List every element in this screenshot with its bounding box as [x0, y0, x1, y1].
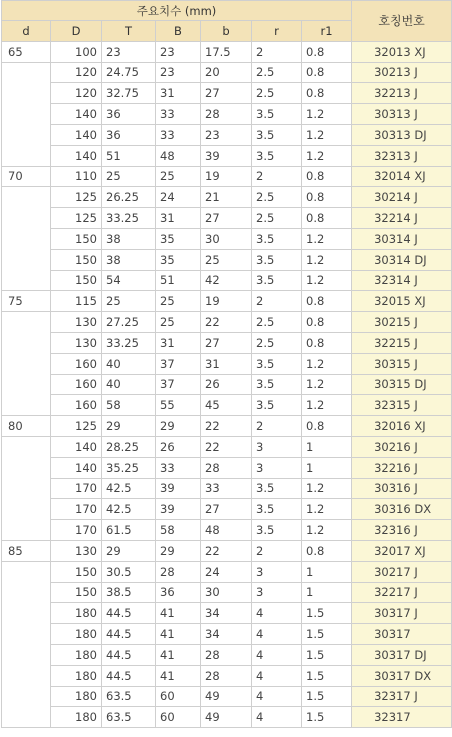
cell-B: 39 — [156, 478, 201, 499]
cell-r1: 1.5 — [302, 686, 352, 707]
cell-r1: 0.8 — [302, 83, 352, 104]
table-row — [2, 457, 452, 478]
cell-B: 41 — [156, 665, 201, 686]
cell-B: 26 — [156, 436, 201, 457]
table-row — [2, 624, 452, 645]
cell-r1: 1.2 — [302, 499, 352, 520]
designation-cell: 32317 — [352, 707, 452, 728]
cell-r: 2.5 — [252, 187, 302, 208]
cell-B: 29 — [156, 540, 201, 561]
cell-T: 36 — [102, 104, 156, 125]
table-header — [2, 1, 452, 42]
table-row — [2, 228, 452, 249]
cell-T: 44.5 — [102, 624, 156, 645]
table-row — [2, 83, 452, 104]
cell-r: 3.5 — [252, 228, 302, 249]
cell-b: 28 — [201, 665, 252, 686]
designation-cell: 32013 XJ — [352, 41, 452, 62]
cell-r1: 1.5 — [302, 707, 352, 728]
designation-cell: 30313 J — [352, 104, 452, 125]
table-row — [2, 187, 452, 208]
cell-r1: 1.2 — [302, 520, 352, 541]
designation-cell: 30314 J — [352, 228, 452, 249]
cell-b: 28 — [201, 457, 252, 478]
cell-D: 130 — [51, 332, 102, 353]
cell-B: 51 — [156, 270, 201, 291]
cell-D: 140 — [51, 457, 102, 478]
cell-b: 33 — [201, 478, 252, 499]
cell-D: 170 — [51, 499, 102, 520]
cell-T: 28.25 — [102, 436, 156, 457]
cell-B: 31 — [156, 332, 201, 353]
cell-D: 100 — [51, 41, 102, 62]
cell-B: 39 — [156, 499, 201, 520]
cell-T: 33.25 — [102, 208, 156, 229]
cell-r1: 1.2 — [302, 270, 352, 291]
cell-T: 33.25 — [102, 332, 156, 353]
designation-cell: 30317 DJ — [352, 644, 452, 665]
designation-cell: 32317 J — [352, 686, 452, 707]
cell-b: 24 — [201, 561, 252, 582]
cell-T: 29 — [102, 540, 156, 561]
cell-r1: 0.8 — [302, 291, 352, 312]
cell-D: 150 — [51, 249, 102, 270]
cell-r1: 0.8 — [302, 62, 352, 83]
designation-cell: 32316 J — [352, 520, 452, 541]
bore-diameter-cell: 75 — [2, 291, 51, 312]
cell-B: 60 — [156, 686, 201, 707]
table-row — [2, 582, 452, 603]
cell-r: 4 — [252, 707, 302, 728]
cell-B: 60 — [156, 707, 201, 728]
table-row — [2, 707, 452, 728]
cell-b: 45 — [201, 395, 252, 416]
cell-r1: 1 — [302, 457, 352, 478]
cell-T: 35.25 — [102, 457, 156, 478]
designation-cell: 32315 J — [352, 395, 452, 416]
cell-r: 3.5 — [252, 499, 302, 520]
column-header-D: D — [51, 21, 102, 42]
table-row — [2, 41, 452, 62]
cell-D: 140 — [51, 145, 102, 166]
cell-D: 125 — [51, 416, 102, 437]
table-row — [2, 104, 452, 125]
designation-cell: 30214 J — [352, 187, 452, 208]
cell-B: 58 — [156, 520, 201, 541]
cell-B: 33 — [156, 104, 201, 125]
cell-b: 27 — [201, 499, 252, 520]
cell-T: 54 — [102, 270, 156, 291]
cell-T: 63.5 — [102, 686, 156, 707]
cell-T: 38 — [102, 249, 156, 270]
cell-B: 23 — [156, 62, 201, 83]
cell-D: 120 — [51, 62, 102, 83]
designation-cell: 30316 J — [352, 478, 452, 499]
cell-r: 2 — [252, 291, 302, 312]
cell-b: 48 — [201, 520, 252, 541]
designation-cell: 30215 J — [352, 312, 452, 333]
cell-D: 150 — [51, 228, 102, 249]
cell-r: 2.5 — [252, 312, 302, 333]
cell-D: 180 — [51, 603, 102, 624]
designation-cell: 32015 XJ — [352, 291, 452, 312]
main-dimensions-heading: 주요치수 (mm) — [2, 1, 352, 21]
cell-r: 2.5 — [252, 332, 302, 353]
bore-diameter-span-cell — [2, 436, 51, 540]
cell-T: 23 — [102, 41, 156, 62]
cell-r: 3.5 — [252, 104, 302, 125]
bore-diameter-cell: 85 — [2, 540, 51, 561]
designation-cell: 30313 DJ — [352, 124, 452, 145]
cell-D: 125 — [51, 187, 102, 208]
table-body — [2, 41, 452, 727]
cell-B: 41 — [156, 603, 201, 624]
cell-r1: 1.2 — [302, 145, 352, 166]
cell-b: 23 — [201, 124, 252, 145]
column-header-b: b — [201, 21, 252, 42]
cell-D: 180 — [51, 686, 102, 707]
designation-cell: 32213 J — [352, 83, 452, 104]
cell-r1: 0.8 — [302, 540, 352, 561]
table-row — [2, 665, 452, 686]
table-row — [2, 145, 452, 166]
cell-D: 120 — [51, 83, 102, 104]
cell-T: 44.5 — [102, 603, 156, 624]
designation-cell: 32016 XJ — [352, 416, 452, 437]
cell-r: 3.5 — [252, 374, 302, 395]
cell-T: 58 — [102, 395, 156, 416]
cell-r1: 1.2 — [302, 104, 352, 125]
cell-r1: 1.2 — [302, 228, 352, 249]
cell-r1: 1 — [302, 582, 352, 603]
cell-B: 48 — [156, 145, 201, 166]
cell-B: 25 — [156, 312, 201, 333]
cell-T: 24.75 — [102, 62, 156, 83]
designation-cell: 32014 XJ — [352, 166, 452, 187]
table-row — [2, 291, 452, 312]
cell-D: 150 — [51, 582, 102, 603]
cell-T: 44.5 — [102, 644, 156, 665]
cell-b: 21 — [201, 187, 252, 208]
cell-T: 29 — [102, 416, 156, 437]
cell-B: 28 — [156, 561, 201, 582]
cell-r: 3.5 — [252, 478, 302, 499]
cell-r: 3.5 — [252, 249, 302, 270]
cell-T: 40 — [102, 374, 156, 395]
cell-b: 25 — [201, 249, 252, 270]
table-row — [2, 395, 452, 416]
cell-T: 63.5 — [102, 707, 156, 728]
cell-T: 38 — [102, 228, 156, 249]
cell-r: 4 — [252, 624, 302, 645]
cell-r: 3 — [252, 582, 302, 603]
cell-T: 44.5 — [102, 665, 156, 686]
cell-T: 40 — [102, 353, 156, 374]
cell-r1: 0.8 — [302, 208, 352, 229]
table-row — [2, 208, 452, 229]
cell-T: 42.5 — [102, 499, 156, 520]
cell-T: 27.25 — [102, 312, 156, 333]
cell-r1: 1.5 — [302, 624, 352, 645]
column-header-d: d — [2, 21, 51, 42]
cell-D: 160 — [51, 374, 102, 395]
designation-cell: 32017 XJ — [352, 540, 452, 561]
bore-diameter-cell: 80 — [2, 416, 51, 437]
cell-r: 4 — [252, 665, 302, 686]
designation-cell: 30315 DJ — [352, 374, 452, 395]
cell-b: 28 — [201, 104, 252, 125]
cell-D: 140 — [51, 436, 102, 457]
bearing-dimensions-table — [1, 0, 452, 728]
cell-r: 3.5 — [252, 353, 302, 374]
cell-T: 61.5 — [102, 520, 156, 541]
cell-b: 42 — [201, 270, 252, 291]
cell-r1: 0.8 — [302, 416, 352, 437]
cell-r: 4 — [252, 686, 302, 707]
table-row — [2, 312, 452, 333]
cell-B: 41 — [156, 624, 201, 645]
cell-B: 24 — [156, 187, 201, 208]
cell-r: 3 — [252, 457, 302, 478]
bore-diameter-span-cell — [2, 62, 51, 166]
table-row — [2, 249, 452, 270]
cell-T: 26.25 — [102, 187, 156, 208]
cell-b: 26 — [201, 374, 252, 395]
cell-T: 42.5 — [102, 478, 156, 499]
table-row — [2, 478, 452, 499]
cell-r1: 1.2 — [302, 374, 352, 395]
cell-D: 170 — [51, 520, 102, 541]
cell-r1: 1.2 — [302, 124, 352, 145]
cell-T: 25 — [102, 166, 156, 187]
cell-B: 41 — [156, 644, 201, 665]
cell-B: 25 — [156, 291, 201, 312]
cell-r: 3 — [252, 561, 302, 582]
cell-T: 30.5 — [102, 561, 156, 582]
table-row — [2, 374, 452, 395]
cell-r1: 1.5 — [302, 665, 352, 686]
cell-D: 140 — [51, 104, 102, 125]
cell-r1: 1.2 — [302, 478, 352, 499]
designation-cell: 32216 J — [352, 457, 452, 478]
table-row — [2, 603, 452, 624]
cell-b: 22 — [201, 436, 252, 457]
cell-r: 4 — [252, 603, 302, 624]
cell-b: 22 — [201, 540, 252, 561]
cell-T: 36 — [102, 124, 156, 145]
cell-r: 2 — [252, 540, 302, 561]
table-row — [2, 436, 452, 457]
cell-D: 110 — [51, 166, 102, 187]
cell-b: 22 — [201, 312, 252, 333]
table-row — [2, 561, 452, 582]
column-header-r1: r1 — [302, 21, 352, 42]
cell-B: 36 — [156, 582, 201, 603]
cell-r: 2.5 — [252, 62, 302, 83]
cell-r1: 1.2 — [302, 395, 352, 416]
cell-r: 3.5 — [252, 395, 302, 416]
table-row — [2, 499, 452, 520]
cell-b: 19 — [201, 291, 252, 312]
designation-cell: 30216 J — [352, 436, 452, 457]
cell-T: 38.5 — [102, 582, 156, 603]
cell-D: 140 — [51, 124, 102, 145]
cell-D: 150 — [51, 561, 102, 582]
bore-diameter-cell: 65 — [2, 41, 51, 62]
cell-D: 180 — [51, 665, 102, 686]
designation-cell: 30314 DJ — [352, 249, 452, 270]
table-row — [2, 332, 452, 353]
cell-b: 27 — [201, 208, 252, 229]
cell-r1: 0.8 — [302, 312, 352, 333]
cell-D: 125 — [51, 208, 102, 229]
table-row — [2, 270, 452, 291]
designation-cell: 30217 J — [352, 561, 452, 582]
cell-T: 51 — [102, 145, 156, 166]
column-header-r: r — [252, 21, 302, 42]
cell-B: 23 — [156, 41, 201, 62]
cell-b: 17.5 — [201, 41, 252, 62]
designation-cell: 30317 J — [352, 603, 452, 624]
designation-cell: 30316 DX — [352, 499, 452, 520]
cell-r: 3.5 — [252, 270, 302, 291]
cell-b: 30 — [201, 228, 252, 249]
cell-B: 33 — [156, 457, 201, 478]
cell-b: 20 — [201, 62, 252, 83]
cell-D: 130 — [51, 312, 102, 333]
cell-D: 160 — [51, 353, 102, 374]
cell-b: 49 — [201, 686, 252, 707]
cell-r1: 0.8 — [302, 332, 352, 353]
cell-D: 180 — [51, 624, 102, 645]
cell-b: 34 — [201, 624, 252, 645]
cell-r: 3 — [252, 436, 302, 457]
designation-cell: 32215 J — [352, 332, 452, 353]
cell-r: 2 — [252, 416, 302, 437]
table-row — [2, 644, 452, 665]
cell-B: 35 — [156, 249, 201, 270]
cell-r: 4 — [252, 644, 302, 665]
table-row — [2, 520, 452, 541]
designation-cell: 30317 DX — [352, 665, 452, 686]
cell-r: 2.5 — [252, 208, 302, 229]
table-row — [2, 686, 452, 707]
cell-r1: 0.8 — [302, 41, 352, 62]
cell-b: 34 — [201, 603, 252, 624]
cell-r1: 1.2 — [302, 249, 352, 270]
cell-b: 49 — [201, 707, 252, 728]
cell-b: 27 — [201, 332, 252, 353]
bore-diameter-span-cell — [2, 561, 51, 727]
designation-cell: 30317 — [352, 624, 452, 645]
column-header-B: B — [156, 21, 201, 42]
cell-r1: 0.8 — [302, 187, 352, 208]
table-row — [2, 62, 452, 83]
cell-r: 2.5 — [252, 83, 302, 104]
cell-b: 31 — [201, 353, 252, 374]
cell-D: 170 — [51, 478, 102, 499]
cell-r1: 1.5 — [302, 644, 352, 665]
designation-cell: 30315 J — [352, 353, 452, 374]
cell-b: 28 — [201, 644, 252, 665]
cell-D: 180 — [51, 707, 102, 728]
cell-T: 25 — [102, 291, 156, 312]
table-row — [2, 540, 452, 561]
designation-cell: 30213 J — [352, 62, 452, 83]
cell-r1: 0.8 — [302, 166, 352, 187]
cell-r1: 1.5 — [302, 603, 352, 624]
designation-cell: 32313 J — [352, 145, 452, 166]
table-row — [2, 353, 452, 374]
designation-cell: 32314 J — [352, 270, 452, 291]
cell-r1: 1 — [302, 561, 352, 582]
cell-D: 115 — [51, 291, 102, 312]
cell-D: 180 — [51, 644, 102, 665]
cell-B: 37 — [156, 374, 201, 395]
cell-r1: 1 — [302, 436, 352, 457]
cell-T: 32.75 — [102, 83, 156, 104]
bore-diameter-cell: 70 — [2, 166, 51, 187]
cell-D: 160 — [51, 395, 102, 416]
table-row — [2, 166, 452, 187]
cell-D: 150 — [51, 270, 102, 291]
table-row — [2, 124, 452, 145]
cell-B: 29 — [156, 416, 201, 437]
cell-r: 3.5 — [252, 145, 302, 166]
cell-B: 37 — [156, 353, 201, 374]
designation-cell: 32214 J — [352, 208, 452, 229]
cell-B: 31 — [156, 83, 201, 104]
cell-r: 2 — [252, 166, 302, 187]
cell-b: 39 — [201, 145, 252, 166]
cell-b: 30 — [201, 582, 252, 603]
bore-diameter-span-cell — [2, 187, 51, 291]
cell-r: 3.5 — [252, 520, 302, 541]
designation-heading: 호칭번호 — [352, 1, 452, 42]
cell-r: 3.5 — [252, 124, 302, 145]
designation-cell: 32217 J — [352, 582, 452, 603]
table-row — [2, 416, 452, 437]
cell-r: 2 — [252, 41, 302, 62]
bore-diameter-span-cell — [2, 312, 51, 416]
cell-b: 27 — [201, 83, 252, 104]
column-header-T: T — [102, 21, 156, 42]
cell-B: 33 — [156, 124, 201, 145]
cell-B: 55 — [156, 395, 201, 416]
cell-B: 31 — [156, 208, 201, 229]
cell-b: 22 — [201, 416, 252, 437]
cell-r1: 1.2 — [302, 353, 352, 374]
cell-B: 35 — [156, 228, 201, 249]
cell-D: 130 — [51, 540, 102, 561]
cell-B: 25 — [156, 166, 201, 187]
cell-b: 19 — [201, 166, 252, 187]
